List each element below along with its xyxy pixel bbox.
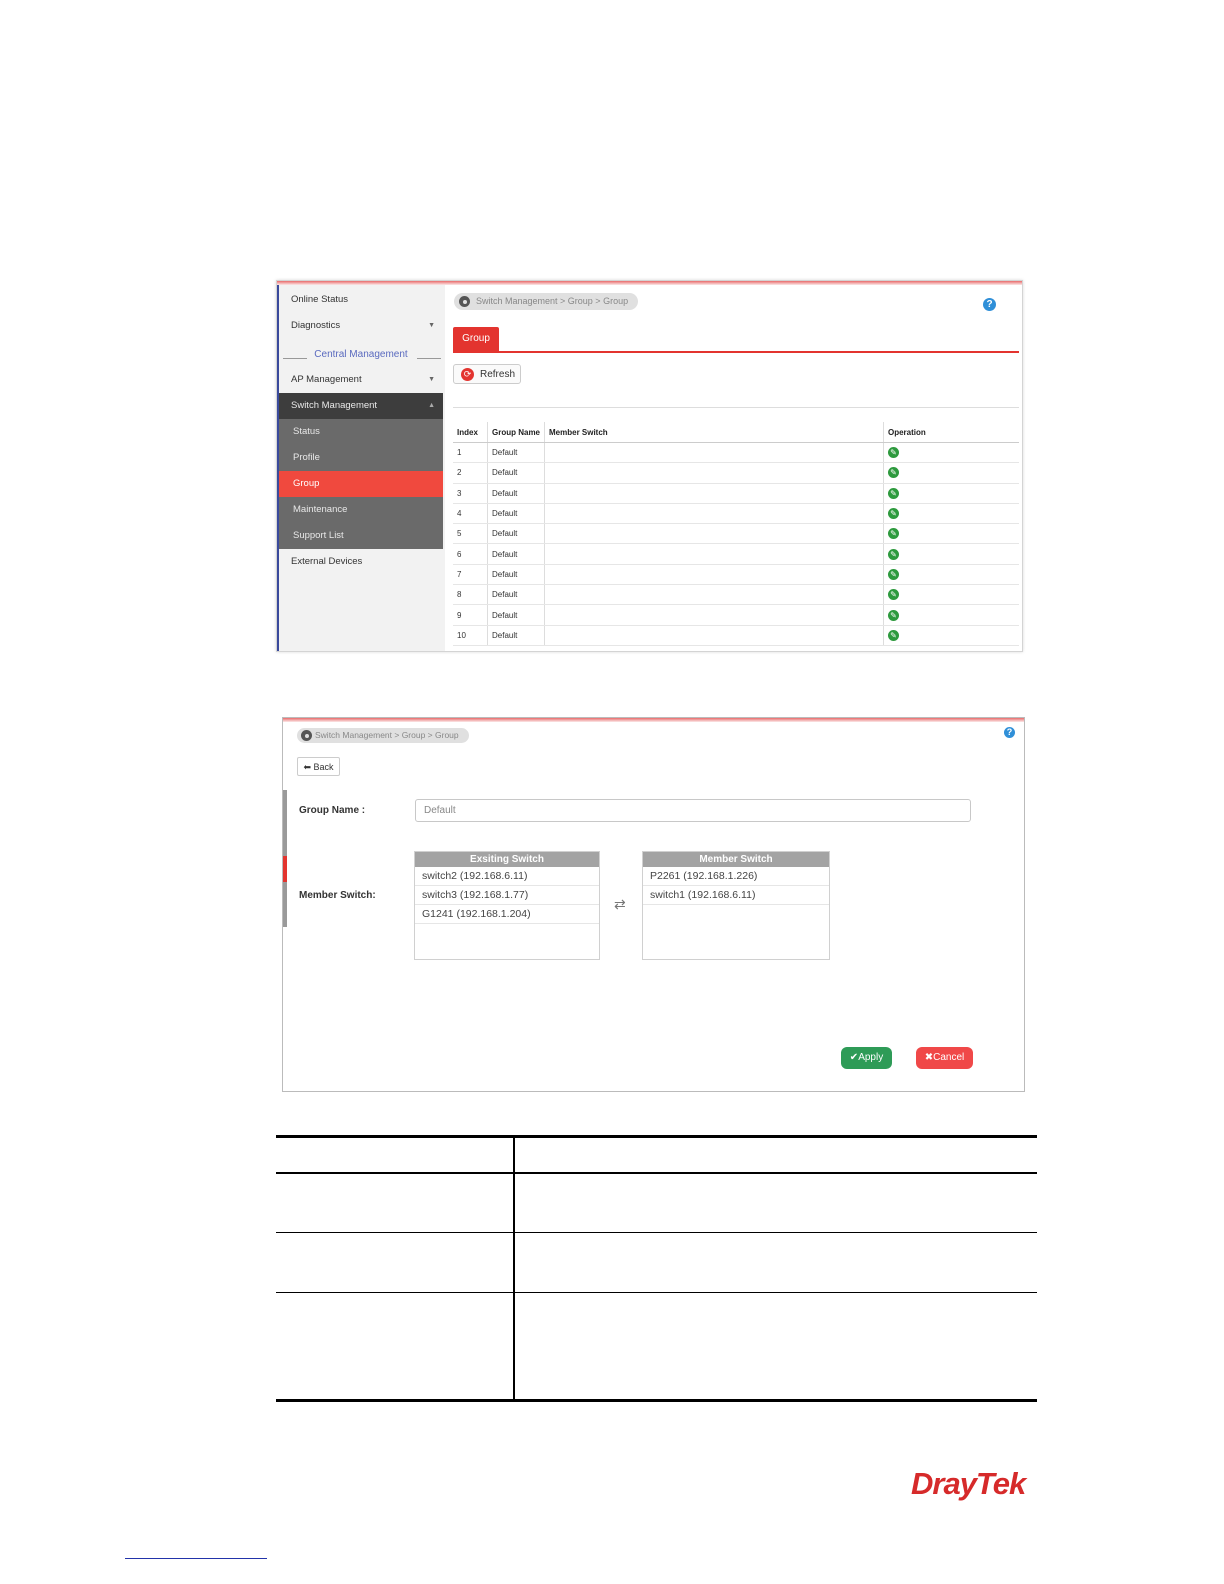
sidebar-item-label: Maintenance <box>293 504 348 515</box>
location-pin-icon <box>301 730 312 741</box>
group-list-screenshot <box>276 280 1023 652</box>
cell-index: 5 <box>453 524 488 544</box>
refresh-button[interactable] <box>453 364 521 384</box>
table-row <box>453 605 1019 625</box>
help-icon[interactable]: ? <box>1004 727 1015 738</box>
table-header-rule <box>276 1172 1037 1174</box>
cell-index: 4 <box>453 503 488 523</box>
cell-group-name: Default <box>488 524 545 544</box>
cell-operation <box>884 605 1020 625</box>
refresh-label: Refresh <box>480 369 516 380</box>
table-row <box>453 463 1019 483</box>
cell-member-switch <box>545 625 884 645</box>
location-pin-icon <box>459 296 470 307</box>
refresh-icon: ⟳ <box>461 368 474 381</box>
chevron-down-icon: ▼ <box>428 376 435 383</box>
table-row <box>453 483 1019 503</box>
chevron-up-icon: ▲ <box>428 402 435 409</box>
back-button[interactable] <box>297 757 340 776</box>
cell-operation <box>884 585 1020 605</box>
edit-wrench-icon[interactable]: ✎ <box>888 610 899 621</box>
cell-group-name: Default <box>488 605 545 625</box>
cell-group-name: Default <box>488 625 545 645</box>
breadcrumb <box>297 728 469 743</box>
sidebar-item-online-status[interactable] <box>279 287 443 313</box>
list-item[interactable]: switch3 (192.168.1.77) <box>415 886 599 905</box>
col-index: Index <box>453 422 488 443</box>
cell-index: 1 <box>453 443 488 463</box>
cell-operation <box>884 503 1020 523</box>
cell-index: 2 <box>453 463 488 483</box>
cell-member-switch <box>545 605 884 625</box>
col-operation: Operation <box>884 422 1020 443</box>
cell-member-switch <box>545 564 884 584</box>
cell-operation <box>884 483 1020 503</box>
edit-wrench-icon[interactable]: ✎ <box>888 589 899 600</box>
section-title: Central Management <box>314 349 408 360</box>
cell-group-name: Default <box>488 443 545 463</box>
sidebar-subitem-maintenance[interactable] <box>279 497 443 523</box>
table-row <box>453 564 1019 584</box>
cell-group-name: Default <box>488 564 545 584</box>
sidebar-subitem-support-list[interactable] <box>279 523 443 549</box>
edit-wrench-icon[interactable]: ✎ <box>888 508 899 519</box>
sidebar-edge-active <box>283 856 287 882</box>
apply-button[interactable] <box>841 1047 892 1069</box>
cell-member-switch <box>545 463 884 483</box>
cell-member-switch <box>545 443 884 463</box>
edit-wrench-icon[interactable]: ✎ <box>888 549 899 560</box>
close-icon: ✖ <box>924 1052 934 1063</box>
cell-index: 6 <box>453 544 488 564</box>
cell-operation <box>884 564 1020 584</box>
edit-wrench-icon[interactable]: ✎ <box>888 488 899 499</box>
table-row-rule <box>276 1292 1037 1293</box>
table-row <box>453 503 1019 523</box>
member-switch-label: Member Switch: <box>299 890 376 901</box>
table-top-rule <box>276 1135 1037 1138</box>
group-table <box>453 422 1019 646</box>
sidebar-item-label: Status <box>293 426 320 437</box>
sidebar-item-label: Diagnostics <box>291 320 341 331</box>
cell-index: 3 <box>453 483 488 503</box>
tab-group[interactable]: Group <box>453 327 499 351</box>
sidebar-item-diagnostics[interactable] <box>279 313 443 339</box>
sidebar-item-ap-management[interactable] <box>279 367 443 393</box>
breadcrumb <box>454 293 638 310</box>
table-row <box>453 544 1019 564</box>
edit-wrench-icon[interactable]: ✎ <box>888 447 899 458</box>
group-edit-screenshot <box>282 717 1025 1092</box>
sidebar-item-label: Online Status <box>291 294 349 305</box>
cell-operation <box>884 625 1020 645</box>
edit-wrench-icon[interactable]: ✎ <box>888 467 899 478</box>
table-row <box>453 625 1019 645</box>
help-icon[interactable]: ? <box>983 298 996 311</box>
chevron-down-icon: ▼ <box>428 322 435 329</box>
cancel-button[interactable] <box>916 1047 973 1069</box>
sidebar-subitem-status[interactable] <box>279 419 443 445</box>
cell-operation <box>884 524 1020 544</box>
cell-index: 10 <box>453 625 488 645</box>
cell-group-name: Default <box>488 483 545 503</box>
edit-wrench-icon[interactable]: ✎ <box>888 630 899 641</box>
edit-wrench-icon[interactable]: ✎ <box>888 569 899 580</box>
cell-group-name: Default <box>488 585 545 605</box>
group-name-label: Group Name : <box>299 805 366 816</box>
arrow-left-icon: ⬅ <box>303 762 311 772</box>
table-row <box>453 524 1019 544</box>
footer-link-underline <box>125 1558 267 1559</box>
group-name-input[interactable]: Default <box>415 799 971 822</box>
list-item[interactable]: switch1 (192.168.6.11) <box>643 886 829 905</box>
sidebar-subitem-profile[interactable] <box>279 445 443 471</box>
cell-group-name: Default <box>488 544 545 564</box>
member-switch-list[interactable] <box>642 851 830 960</box>
existing-switch-list[interactable] <box>414 851 600 960</box>
sidebar-item-label: External Devices <box>291 556 363 567</box>
cancel-label: Cancel <box>933 1052 965 1063</box>
cell-operation <box>884 544 1020 564</box>
cell-member-switch <box>545 585 884 605</box>
table-row <box>453 585 1019 605</box>
sidebar-item-external-devices[interactable] <box>279 549 443 575</box>
cell-operation <box>884 443 1020 463</box>
cell-member-switch <box>545 524 884 544</box>
cell-index: 9 <box>453 605 488 625</box>
main-content <box>443 285 1022 651</box>
breadcrumb-text: Switch Management > Group > Group <box>476 296 629 306</box>
table-bottom-rule <box>276 1399 1037 1402</box>
col-group-name: Group Name <box>488 422 545 443</box>
cell-group-name: Default <box>488 463 545 483</box>
top-accent-bar <box>283 718 1024 722</box>
apply-label: Apply <box>858 1052 884 1063</box>
table-header-row <box>453 422 1019 443</box>
sidebar-section-central-management <box>279 349 443 369</box>
swap-arrows-icon[interactable]: ⇄ <box>614 896 626 912</box>
sidebar <box>277 285 445 651</box>
sidebar-item-switch-management[interactable] <box>279 393 443 419</box>
cell-member-switch <box>545 503 884 523</box>
divider <box>453 407 1019 408</box>
edit-wrench-icon[interactable]: ✎ <box>888 528 899 539</box>
cell-member-switch <box>545 483 884 503</box>
table-column-divider <box>513 1135 515 1402</box>
cell-member-switch <box>545 544 884 564</box>
sidebar-item-label: Support List <box>293 530 344 541</box>
sidebar-item-label: Group <box>293 478 320 489</box>
member-switch-header: Member Switch <box>643 852 829 867</box>
table-row-rule <box>276 1232 1037 1233</box>
sidebar-item-label: Profile <box>293 452 320 463</box>
list-item[interactable]: G1241 (192.168.1.204) <box>415 905 599 924</box>
sidebar-subitem-group[interactable] <box>279 471 443 497</box>
cell-index: 8 <box>453 585 488 605</box>
col-member-switch: Member Switch <box>545 422 884 443</box>
breadcrumb-text: Switch Management > Group > Group <box>315 730 459 740</box>
cell-group-name: Default <box>488 503 545 523</box>
table-row <box>453 443 1019 463</box>
check-icon: ✔ <box>849 1052 859 1063</box>
sidebar-item-label: Switch Management <box>291 400 378 411</box>
cell-index: 7 <box>453 564 488 584</box>
draytek-logo: DrayTek <box>911 1466 1026 1501</box>
list-item[interactable]: switch2 (192.168.6.11) <box>415 867 599 886</box>
list-item[interactable]: P2261 (192.168.1.226) <box>643 867 829 886</box>
tab-underline <box>453 351 1019 353</box>
existing-switch-header: Exsiting Switch <box>415 852 599 867</box>
sidebar-item-label: AP Management <box>291 374 362 385</box>
back-label: Back <box>313 762 334 772</box>
cell-operation <box>884 463 1020 483</box>
